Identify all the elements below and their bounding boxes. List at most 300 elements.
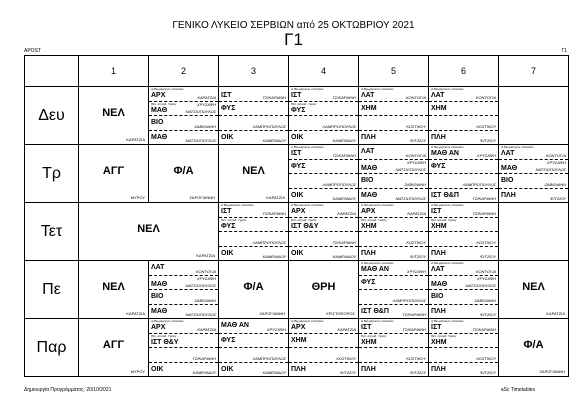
cell-wed-p3 [219,203,289,261]
subject: ΦΥΣ [291,162,306,170]
subject: ΑΡΧ [361,208,376,215]
teacher: ΤΣΙΚΑΡΙΑΝΗ [332,239,356,245]
lesson-part [149,319,218,333]
teacher: ΝΑΤΣΙΟΠΟΥΛΟΣ [185,283,216,288]
subject: ΑΡΧ [151,324,166,331]
day-row-wed [25,203,569,261]
group-label: Α Θεωρητικών σπουδών [431,203,464,207]
subject: ΦΥΣ [431,162,446,170]
subject: ΘΡΗ [311,281,336,293]
lesson-part [289,130,358,145]
period-4-header: 4 [289,56,359,87]
lesson-part [289,87,358,101]
subject: ΠΛΗ [501,191,516,199]
subject: ΒΙΟ [431,293,444,300]
subject: ΟΙΚ [221,365,234,373]
teacher: ΤΣΙΚΑΡΙΑΝΗ [402,326,426,332]
lesson-part [499,173,568,188]
teacher: ΖΑΡΟΓΙΑΝΝΗ [539,369,565,374]
lesson-part [429,145,498,159]
day-row-fri [25,319,569,377]
teacher: ΛΑΜΠΡΟΠΟΥΛΟΣ [462,181,496,187]
teacher: ΖΑΒΙΘΙΑΝΗ [194,297,216,303]
lesson-part [429,347,498,362]
lesson-part [359,145,428,159]
group-label: Α Θεωρητικών σπουδών [221,203,254,207]
lesson-part [429,289,498,304]
lesson-part [359,347,428,362]
teacher: ΧΡΥΣΑΦΗ [266,326,286,332]
lesson-part [359,87,428,101]
cell-mon-p4 [289,87,359,145]
teacher: ΝΑΤΣΙΟΠΟΥΛΟΣ [395,196,426,201]
teacher: ΛΑΜΠΡΟΠΟΥΛΟΣ [392,297,426,303]
corner-cell [25,56,79,87]
teacher: ΚΑΜΕΝΙΔΟΥ [192,370,216,375]
lesson-part [429,304,498,319]
subject: ΒΙΟ [361,177,374,184]
group-label: Α Θεωρητικών σπουδών [291,145,324,149]
cell-thu-p1 [79,261,149,319]
subject: ΟΙΚ [291,249,304,257]
teacher: ΚΟΝΤΟΓΙΑ [405,94,426,100]
lesson-part [359,319,428,333]
subject: ΝΕΛ [102,107,125,119]
cell-tue-p3 [219,145,289,203]
lesson-part [149,275,218,290]
teacher: ΝΑΤΣΙΟΠΟΥΛΟΣ [185,109,216,114]
teacher: ΛΑΜΠΡΟΠΟΥΛΟΣ [322,123,356,129]
subject: ΛΑΤ [431,266,445,273]
lesson-part [219,231,288,246]
lesson-part [219,217,288,232]
cell-thu-p4 [289,261,359,319]
group-label: Θετ. σπουδ. Υγείας [151,333,177,338]
subject: ΠΛΗ [361,249,376,257]
teacher: ΚΟΝΤΟΓΙΑ [545,152,566,158]
teacher: ΖΑΡΟΓΙΑΝΝΗ [259,311,285,316]
teacher: ΚΑΡΑΤΖΙΑ [197,326,216,332]
group-label: Θετ. σπουδ. Υγείας [291,101,317,106]
group-label: Α Θεωρητικών σπουδών [431,87,464,91]
teacher: ΦΙΤΖΙΟΥ [479,138,496,143]
teacher: ΚΟΣΤΙΚΟΥ [476,355,496,361]
subject: ΜΑΘ ΑΝ [221,322,249,329]
subject: ΠΛΗ [291,365,306,373]
lesson-part [429,261,498,275]
day-row-mon [25,87,569,145]
subject: ΙΣΤ [361,324,372,331]
day-label-tue: Τρ [25,145,79,203]
corner-left-label: APOST [24,48,41,54]
subject: ΛΑΤ [361,92,375,99]
lesson-part [219,246,288,261]
cell-tue-p2 [149,145,219,203]
lesson-part [289,217,358,232]
group-label: Θετ. σπουδ. Υγείας [431,217,457,222]
lesson-part [149,101,218,116]
subject: ΟΙΚ [291,191,304,199]
subject: ΙΣΤ Θ&Π [431,191,459,199]
teacher: ΤΣΙΚΑΡΙΑΝΗ [262,210,286,216]
teacher: ΛΑΜΠΡΟΠΟΥΛΟΣ [252,355,286,361]
subject: ΦΥΣ [221,336,236,344]
lesson-part [149,115,218,130]
lesson-part [289,115,358,130]
subject: ΟΙΚ [221,249,234,257]
subject: ΠΛΗ [431,307,446,315]
subject: ΦΥΣ [291,106,306,114]
period-7-header: 7 [499,56,569,87]
group-label: Α Θεωρητικών σπουδών [431,319,464,323]
subject: ΙΣΤ Θ&Π [361,307,389,315]
subject: Φ/Α [523,339,544,351]
cell-wed-p7 [499,203,569,261]
cell-fri-p5 [359,319,429,377]
subject: ΙΣΤ Θ&Υ [291,222,319,230]
subject: ΟΙΚ [291,133,304,141]
subject: ΑΡΧ [151,92,166,99]
teacher: ΛΑΜΠΡΟΠΟΥΛΟΣ [252,239,286,245]
teacher: ΛΑΜΠΡΟΠΟΥΛΟΣ [252,123,286,129]
subject: ΟΙΚ [221,133,234,141]
group-label: Α Θεωρητικών σπουδών [151,319,184,323]
cell-thu-p7 [499,261,569,319]
group-label: Α Θεωρητικών σπουδών [361,87,394,91]
teacher: ΤΣΙΚΑΡΙΑΝΗ [192,355,216,361]
teacher: ΚΟΣΤΙΚΟΥ [406,123,426,129]
subject: ΝΕΛ [102,281,125,293]
teacher: ΦΙΤΖΙΟΥ [409,138,426,143]
teacher: ΦΙΤΖΙΟΥ [479,312,496,317]
cell-fri-p1 [79,319,149,377]
subject: ΙΣΤ [291,150,302,157]
subject: ΒΙΟ [151,293,164,300]
teacher: ΚΟΣΤΙΚΟΥ [476,123,496,129]
teacher: ΚΑΜΕΝΙΔΟΥ [262,254,286,259]
lesson-part [149,130,218,145]
teacher: ΚΑΡΑΤΖΙΑ [197,94,216,100]
subject: ΝΕΛ [522,281,545,293]
teacher: ΜΥΡΟΥ [130,369,145,374]
subject: ΛΑΤ [431,92,445,99]
lesson-part [429,333,498,348]
teacher: ΚΟΣΤΙΚΟΥ [336,355,356,361]
teacher: ΧΡΥΣΑΦΗ [196,275,216,281]
teacher: ΝΑΤΣΙΟΠΟΥΛΟΣ [185,312,216,317]
cell-mon-p1 [79,87,149,145]
teacher: ΦΙΤΖΙΟΥ [479,254,496,259]
lesson-part [429,231,498,246]
lesson-part [289,101,358,116]
teacher: ΧΡΥΣΑΦΗ [476,275,496,281]
lesson-part [289,246,358,261]
lesson-part [219,203,288,217]
period-5-header: 5 [359,56,429,87]
subject: Φ/Α [173,165,194,177]
lesson-part [359,159,428,174]
subject: ΠΛΗ [431,365,446,373]
subject: ΙΣΤ [221,208,232,215]
cell-thu-p5 [359,261,429,319]
school-title: ΓΕΝΙΚΟ ΛΥΚΕΙΟ ΣΕΡΒΙΩΝ από 25 ΟΚΤΩΒΡΙΟΥ 2021 [172,20,415,31]
lesson-part [289,347,358,362]
group-label: Θετ. σπουδ. Υγείας [291,217,317,222]
lesson-part [219,101,288,116]
teacher: ΚΑΡΑΤΖΙΑ [126,137,145,142]
footer-software: aSc Timetables [500,387,535,393]
cell-fri-p7 [499,319,569,377]
lesson-part [359,362,428,377]
teacher: ΚΟΣΤΙΚΟΥ [406,355,426,361]
lesson-part [429,188,498,203]
lesson-part [359,231,428,246]
cell-tue-p7 [499,145,569,203]
group-label: Α Θεωρητικών σπουδών [501,145,534,149]
cell-wed-p6 [429,203,499,261]
teacher: ΚΟΝΤΟΓΙΑ [405,152,426,158]
subject: ΠΛΗ [361,365,376,373]
teacher: ΚΑΜΕΝΙΔΟΥ [262,138,286,143]
cell-thu-p6 [429,261,499,319]
subject: ΜΑΘ [151,106,168,114]
footer-created-date: Δημιουργία Προγράμματος: 20/10/2021 [24,387,112,393]
teacher: ΧΡΥΣΑΦΗ [546,159,566,165]
subject: ΧΗΜ [291,336,307,344]
cell-tue-p1 [79,145,149,203]
lesson-part [429,159,498,174]
group-label: Α Θεωρητικών σπουδών [361,319,394,323]
subject: ΜΑΘ ΑΝ [361,266,389,273]
teacher: ΖΑΒΙΘΙΑΝΗ [194,123,216,129]
cell-fri-p3 [219,319,289,377]
subject: ΠΛΗ [431,249,446,257]
teacher: ΚΟΝΤΟΓΙΑ [475,268,496,274]
subject: ΦΥΣ [221,104,236,112]
lesson-part [289,203,358,217]
lesson-part [219,333,288,348]
cell-tue-p4 [289,145,359,203]
subject: ΛΑΤ [501,150,515,157]
teacher: ΤΣΙΚΑΡΙΑΝΗ [262,94,286,100]
teacher: ΚΟΣΤΙΚΟΥ [406,239,426,245]
cell-mon-p2 [149,87,219,145]
cell-tue-p6 [429,145,499,203]
lesson-part [429,203,498,217]
day-label-wed: Τετ [25,203,79,261]
teacher: ΖΑΒΙΘΙΑΝΗ [474,297,496,303]
teacher: ΚΑΡΑΤΖΙΑ [126,311,145,316]
subject: ΙΣΤ [431,208,442,215]
group-label: Α Θεωρητικών σπουδών [291,319,324,323]
subject: ΜΑΘ [501,164,518,172]
group-label: Α Θεωρητικών σπουδών [361,261,394,265]
teacher: ΚΑΜΕΝΙΔΟΥ [332,254,356,259]
teacher: ΦΙΤΖΙΟΥ [479,370,496,375]
lesson-part [429,115,498,130]
subject: ΜΑΘ [361,164,378,172]
subject: ΙΣΤ Θ&Υ [151,338,179,346]
lesson-part [289,173,358,188]
subject: ΑΡΧ [291,324,306,331]
subject: ΦΥΣ [361,278,376,286]
lesson-part [359,275,428,290]
cell-fri-p6 [429,319,499,377]
subject: ΧΗΜ [431,104,447,112]
subject: ΠΛΗ [361,133,376,141]
period-3-header: 3 [219,56,289,87]
teacher: ΜΥΡΟΥ [130,195,145,200]
lesson-part [359,217,428,232]
cell-wed-p1 [79,203,219,261]
lesson-part [429,87,498,101]
subject: ΑΓΓ [102,339,125,351]
lesson-part [359,101,428,116]
teacher: ΦΙΤΖΙΟΥ [409,370,426,375]
lesson-part [359,261,428,275]
teacher: ΚΑΡΑΤΖΙΑ [196,253,215,258]
corner-right-label: Γ1 [561,48,567,54]
lesson-part [359,130,428,145]
period-2-header: 2 [149,56,219,87]
day-row-tue [25,145,569,203]
teacher: ΤΣΙΚΑΡΙΑΝΗ [472,210,496,216]
lesson-part [289,145,358,159]
teacher: ΚΑΡΑΤΖΙΑ [407,210,426,216]
day-label-mon: Δευ [25,87,79,145]
subject: ΧΗΜ [431,222,447,230]
teacher: ΚΑΜΕΝΙΔΟΥ [332,196,356,201]
subject: ΒΙΟ [151,119,164,126]
lesson-part [499,159,568,174]
group-label: Α Θεωρητικών σπουδών [291,203,324,207]
subject: ΜΑΘ [151,280,168,288]
teacher: ΖΑΒΙΘΙΑΝΗ [404,181,426,187]
teacher: ΤΣΙΚΑΡΙΑΝΗ [402,312,426,317]
lesson-part [429,275,498,290]
teacher: ΧΡΥΣΑΦΗ [196,101,216,107]
cell-wed-p5 [359,203,429,261]
teacher: ΧΡΥΣΑΦΗ [406,159,426,165]
timetable [24,55,569,377]
subject: ΑΡΧ [291,208,306,215]
lesson-part [219,319,288,333]
cell-tue-p5 [359,145,429,203]
teacher: ΝΑΤΣΙΟΠΟΥΛΟΣ [185,138,216,143]
teacher: ΧΡΙΣΤΟΦΟΡΟΣ [326,311,355,316]
lesson-part [429,173,498,188]
lesson-part [429,362,498,377]
subject: ΧΗΜ [431,338,447,346]
subject: ΜΑΘ [361,191,378,199]
subject: ΜΑΘ [151,133,168,141]
lesson-part [429,101,498,116]
lesson-part [359,246,428,261]
teacher: ΝΑΤΣΙΟΠΟΥΛΟΣ [395,167,426,172]
lesson-part [289,319,358,333]
day-row-thu [25,261,569,319]
group-label: Θετ. σπουδ. Υγείας [431,333,457,338]
cell-mon-p7 [499,87,569,145]
group-label: Α Θεωρητικών σπουδών [151,87,184,91]
cell-mon-p5 [359,87,429,145]
lesson-part [359,304,428,319]
group-label: Θετ. σπουδ. Υγείας [221,217,247,222]
class-title: Γ1 [284,30,303,49]
cell-thu-p3 [219,261,289,319]
lesson-part [219,362,288,377]
lesson-part [149,261,218,275]
subject: ΧΗΜ [361,338,377,346]
lesson-part [429,246,498,261]
period-6-header: 6 [429,56,499,87]
teacher: ΦΙΤΖΙΟΥ [409,254,426,259]
lesson-part [429,319,498,333]
teacher: ΝΑΤΣΙΟΠΟΥΛΟΣ [465,283,496,288]
teacher: ΚΑΡΑΤΖΙΑ [546,311,565,316]
teacher: ΚΑΡΑΤΖΙΑ [337,326,356,332]
teacher: ΖΑΒΙΘΙΑΝΗ [544,181,566,187]
lesson-part [359,289,428,304]
subject: ΑΓΓ [102,165,125,177]
cell-wed-p4 [289,203,359,261]
group-label: Θετ. σπουδ. Υγείας [151,101,177,106]
group-label: Α Θεωρητικών σπουδών [361,203,394,207]
cell-mon-p3 [219,87,289,145]
lesson-part [359,203,428,217]
lesson-part [289,333,358,348]
teacher: ΖΑΡΟΓΙΑΝΝΗ [189,195,215,200]
lesson-part [289,159,358,174]
teacher: ΚΟΝΤΟΓΙΑ [475,94,496,100]
day-label-thu: Πε [25,261,79,319]
subject: ΙΣΤ [431,324,442,331]
period-1-header: 1 [79,56,149,87]
group-label: Θετ. σπουδ. Υγείας [361,333,387,338]
lesson-part [359,173,428,188]
teacher: ΚΟΣΤΙΚΟΥ [476,239,496,245]
group-label: Α Θεωρητικών σπουδών [431,145,464,149]
subject: ΦΥΣ [221,222,236,230]
cell-fri-p2 [149,319,219,377]
lesson-part [149,347,218,362]
group-label: Α Θεωρητικών σπουδών [431,261,464,265]
lesson-part [359,333,428,348]
lesson-part [149,362,218,377]
teacher: ΤΣΙΚΑΡΙΑΝΗ [472,326,496,332]
teacher: ΚΑΡΑΤΖΙΑ [337,210,356,216]
subject: ΧΗΜ [361,222,377,230]
group-label: Θετ. σπουδ. Υγείας [361,217,387,222]
subject: ΜΑΘ ΑΝ [431,150,459,157]
subject: ΝΕΛ [242,165,265,177]
lesson-part [429,217,498,232]
teacher: ΚΑΜΕΝΙΔΟΥ [262,370,286,375]
subject: ΒΙΟ [501,177,514,184]
lesson-part [219,347,288,362]
teacher: ΚΟΝΤΟΓΙΑ [195,268,216,274]
teacher: ΤΣΙΚΑΡΙΑΝΗ [332,152,356,158]
lesson-part [219,87,288,101]
cell-fri-p4 [289,319,359,377]
teacher: ΤΣΙΚΑΡΙΑΝΗ [332,94,356,100]
lesson-part [149,333,218,348]
lesson-part [289,362,358,377]
period-header-row [25,56,569,87]
cell-mon-p6 [429,87,499,145]
lesson-part [429,130,498,145]
teacher: ΤΣΙΚΑΡΙΑΝΗ [472,196,496,201]
